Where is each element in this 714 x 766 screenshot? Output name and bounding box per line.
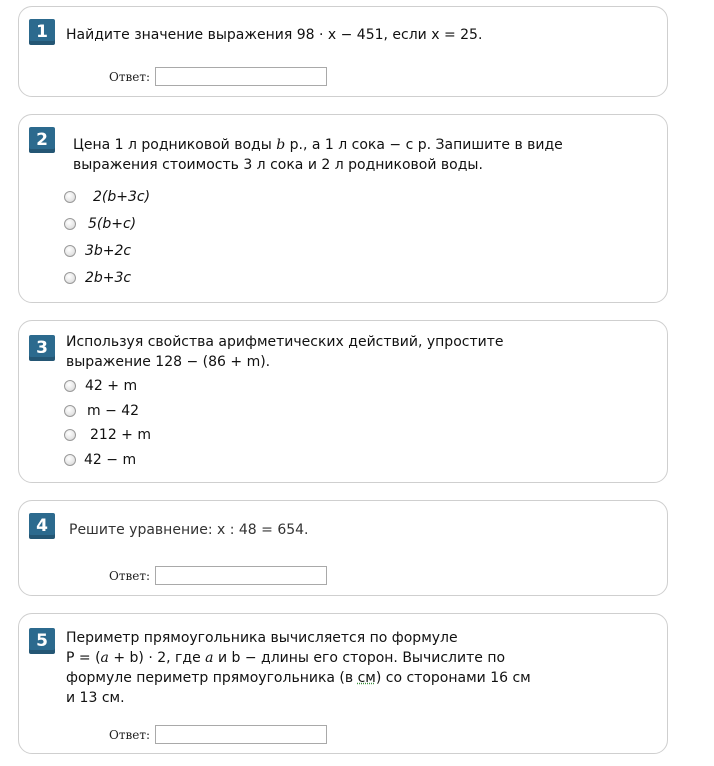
option-2[interactable] — [64, 216, 136, 232]
question-line-2: выражение 128 − (86 + m). — [66, 354, 271, 370]
question-number-badge: 4 — [29, 513, 55, 539]
option-4[interactable] — [64, 452, 136, 468]
option-label: 212 + m — [90, 427, 151, 443]
answer-row — [109, 67, 327, 86]
radio-button[interactable] — [64, 429, 76, 441]
radio-button[interactable] — [64, 405, 76, 417]
radio-button[interactable] — [64, 245, 76, 257]
question-number-badge: 1 — [29, 19, 55, 45]
answer-input[interactable] — [155, 725, 327, 744]
question-number-badge: 5 — [29, 628, 55, 654]
question-text — [66, 628, 531, 708]
option-label: 2b+3c — [85, 270, 132, 286]
question-number-badge: 2 — [29, 127, 55, 153]
answer-row — [109, 566, 327, 585]
question-text: Решите уравнение: x : 48 = 654. — [69, 522, 309, 538]
answer-label: Ответ: — [109, 568, 151, 583]
question-card-2 — [18, 114, 668, 303]
question-card-3 — [18, 320, 668, 483]
question-line-1: Используя свойства арифметических действий, упростите — [66, 334, 504, 350]
question-line-1: Цена 1 л родниковой воды b р., а 1 л сока − с р. Запишите в виде — [73, 137, 563, 153]
radio-button[interactable] — [64, 454, 76, 466]
question-card-5 — [18, 613, 668, 754]
option-label: m − 42 — [87, 403, 140, 419]
option-2[interactable] — [64, 403, 139, 419]
radio-button[interactable] — [64, 380, 76, 392]
question-line-4: и 13 см. — [66, 690, 125, 706]
option-3[interactable] — [64, 243, 131, 259]
answer-label: Ответ: — [109, 727, 151, 742]
option-1[interactable] — [64, 378, 137, 394]
answer-input[interactable] — [155, 67, 327, 86]
radio-button[interactable] — [64, 218, 76, 230]
option-4[interactable] — [64, 270, 131, 286]
question-line-2: выражения стоимость 3 л сока и 2 л родниковой воды. — [73, 157, 483, 173]
question-text — [66, 332, 503, 372]
option-label: 3b+2c — [85, 243, 132, 259]
option-label: 5(b+c) — [88, 216, 137, 232]
radio-button[interactable] — [64, 272, 76, 284]
question-card-1 — [18, 6, 668, 97]
radio-button[interactable] — [64, 191, 76, 203]
question-line-2: P = (a + b) · 2, где a и b − длины его сторон. Вычислите по — [66, 650, 506, 666]
option-1[interactable] — [64, 189, 150, 205]
option-label: 42 − m — [84, 452, 137, 468]
question-number-badge: 3 — [29, 335, 55, 361]
question-text — [73, 135, 563, 175]
answer-row — [109, 725, 327, 744]
question-card-4 — [18, 500, 668, 596]
question-text: Найдите значение выражения 98 · x − 451, если x = 25. — [66, 27, 483, 43]
answer-input[interactable] — [155, 566, 327, 585]
option-label: 2(b+3c) — [93, 189, 151, 205]
option-3[interactable] — [64, 427, 151, 443]
question-line-3: формуле периметр прямоугольника (в см) со сторонами 16 см — [66, 670, 531, 686]
question-line-1: Периметр прямоугольника вычисляется по формуле — [66, 630, 458, 646]
option-label: 42 + m — [85, 378, 138, 394]
answer-label: Ответ: — [109, 69, 151, 84]
